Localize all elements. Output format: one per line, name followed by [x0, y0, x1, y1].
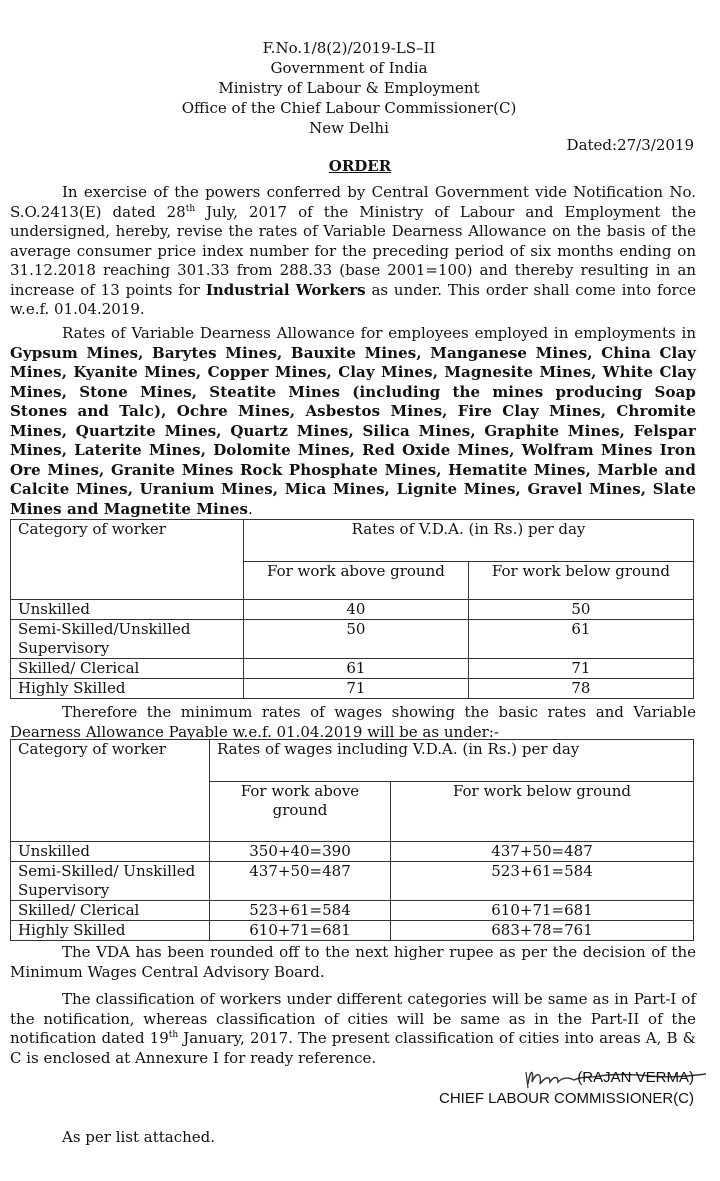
- table-cell-below: 50: [468, 600, 693, 620]
- table-cell-above: 71: [244, 679, 469, 699]
- table-cell-above: 350+40=390: [210, 842, 391, 862]
- office-line: Office of the Chief Labour Commissioner(C): [181, 99, 517, 117]
- mines-list: Gypsum Mines, Barytes Mines, Bauxite Mines, Manganese Mines, China Clay Mines, Kyanite Mines, Copper Mines, Clay Mines, Magnesite Mines, White Clay Mines, Stone Mines, Steatite Mines (including the mines producing Soap Stones and Talc), Ochre Mines, Asbestos Mines, Fire Clay Mines, Chromite Mines, Quartzite Mines, Quartz Mines, Silica Mines, Graphite Mines, Felspar Mines, Laterite Mines, Dolomite Mines, Red Oxide Mines, Wolfram Mines Iron Ore Mines, Granite Mines Rock Phosphate Mines, Hematite Mines, Marble and Calcite Mines, Uranium Mines, Mica Mines, Lignite Mines, Gravel Mines, Slate Mines and Magnetite Mines: [10, 343, 696, 518]
- table-cell-category: Skilled/ Clerical: [11, 901, 210, 921]
- paragraph-mines-list: [10, 324, 696, 519]
- table-cell-category: Semi-Skilled/ Unskilled Supervisory: [11, 862, 210, 901]
- table-cell-above: 523+61=584: [210, 901, 391, 921]
- table-header-above: For work above ground: [210, 782, 391, 842]
- table-cell-below: 523+61=584: [391, 862, 694, 901]
- paragraph-minimum-wages: Therefore the minimum rates of wages showing the basic rates and Variable Dearness Allowance Payable w.e.f. 01.04.2019 will be as under:-: [10, 703, 696, 741]
- table-cell-below: 61: [468, 620, 693, 659]
- letterhead: [0, 38, 720, 138]
- industrial-workers-text: Industrial Workers: [205, 280, 366, 299]
- signatory-block: [439, 1067, 694, 1109]
- government-line: Government of India: [270, 59, 428, 77]
- order-date: Dated:27/3/2019: [566, 136, 694, 154]
- para1-sup: th: [185, 203, 196, 214]
- table-header-below: For work below ground: [391, 782, 694, 842]
- table-header-above: For work above ground: [244, 562, 469, 600]
- para1-text-b: July, 2017 of the Ministry of Labour and Employment the undersigned, hereby, revise the rates of Variable Dearness Allowance on the basis of the average consumer price index number for the preceding period of six months ending on 31.12.2018 reaching 301.33 from 288.33 (base 2001=100) and thereby resulting in an increase of 13 points for: [10, 202, 697, 299]
- para5-text-a: The classification of workers under different categories will be same as in Part-I of the notification, whereas classification of cities will be same as in the Part-II of the notification dated 19: [10, 990, 696, 1047]
- table-cell-below: 610+71=681: [391, 901, 694, 921]
- vda-rates-table: [10, 519, 694, 699]
- table-header-category: Category of worker: [11, 740, 210, 842]
- table-cell-category: Skilled/ Clerical: [11, 659, 244, 679]
- para2-end: .: [248, 499, 253, 518]
- para1-text-a: In exercise of the powers conferred by Central Government vide Notification No. S.O.2413(E) dated 28: [10, 183, 696, 221]
- table-cell-above: 40: [244, 600, 469, 620]
- table-cell-category: Highly Skilled: [11, 679, 244, 699]
- table-header-rates: Rates of V.D.A. (in Rs.) per day: [244, 520, 694, 562]
- table-cell-above: 61: [244, 659, 469, 679]
- page-title: ORDER: [328, 157, 392, 175]
- table-header-rates: Rates of wages including V.D.A. (in Rs.) per day: [210, 740, 694, 782]
- table-cell-category: Semi-Skilled/Unskilled Supervisory: [11, 620, 244, 659]
- signatory-name: (RAJAN VERMA): [577, 1069, 694, 1086]
- para5-sup: th: [168, 1030, 179, 1040]
- table-header-category: Category of worker: [11, 520, 244, 600]
- para1-text-c: as under. This order shall come into force w.e.f. 01.04.2019.: [10, 280, 696, 318]
- table-cell-above: 437+50=487: [210, 862, 391, 901]
- para5-text-b: January, 2017. The present classification of cities into areas A, B & C is enclosed at Annexure I for ready reference.: [10, 1029, 697, 1067]
- table-cell-below: 437+50=487: [391, 842, 694, 862]
- table-cell-category: Unskilled: [11, 600, 244, 620]
- paragraph-rounding: The VDA has been rounded off to the next higher rupee as per the decision of the Minimum Wages Central Advisory Board.: [10, 943, 696, 981]
- table-cell-below: 683+78=761: [391, 921, 694, 941]
- paragraph-classification: [10, 990, 696, 1068]
- table-header-below: For work below ground: [468, 562, 693, 600]
- table-cell-above: 610+71=681: [210, 921, 391, 941]
- table-cell-below: 78: [468, 679, 693, 699]
- minimum-wages-table: [10, 739, 694, 941]
- table-cell-category: Highly Skilled: [11, 921, 210, 941]
- footer-note: As per list attached.: [62, 1128, 216, 1146]
- file-number: F.No.1/8(2)/2019-LS–II: [262, 39, 436, 57]
- table-cell-category: Unskilled: [11, 842, 210, 862]
- ministry-line: Ministry of Labour & Employment: [218, 79, 480, 97]
- table-cell-above: 50: [244, 620, 469, 659]
- city-line: New Delhi: [309, 119, 389, 137]
- signatory-designation: CHIEF LABOUR COMMISSIONER(C): [438, 1090, 694, 1107]
- table-cell-below: 71: [468, 659, 693, 679]
- paragraph-notification: [10, 183, 696, 320]
- para2-text-a: Rates of Variable Dearness Allowance for employees employed in employments in: [62, 324, 696, 342]
